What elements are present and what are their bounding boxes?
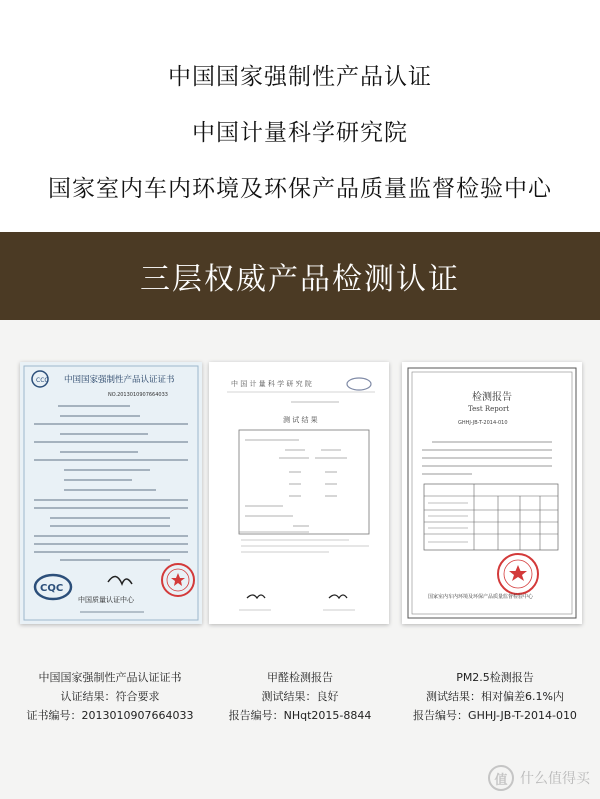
nim-doc-subtitle: 测 试 结 果: [283, 416, 318, 424]
formaldehyde-report-image: [209, 362, 389, 624]
pm25-doc-number: GHHJ-JB-T-2014-010: [458, 420, 508, 426]
pm25-doc-subtitle: Test Report: [468, 405, 510, 413]
nim-logo-icon: [347, 378, 371, 390]
pm25-report-image: [402, 362, 582, 624]
header: [0, 0, 600, 232]
caption-formaldehyde-number: 报告编号：NHqt2015-8844: [228, 709, 372, 722]
pm25-doc-footer: 国家室内车内环境及环保产品质量监督检验中心: [428, 594, 534, 600]
header-line-1: 中国国家强制性产品认证: [168, 64, 432, 90]
ccc-doc-title: 中国国家强制性产品认证证书: [64, 375, 175, 385]
ccc-certificate-graphic: [20, 362, 202, 624]
cqc-logo-text: CQC: [40, 583, 64, 594]
header-line-2: 中国计量科学研究院: [192, 120, 408, 146]
watermark: [488, 765, 590, 791]
caption-formaldehyde: [200, 668, 400, 725]
banner-title: 三层权威产品检测认证: [140, 262, 460, 297]
pm25-report-graphic: [402, 362, 582, 624]
caption-ccc-title: 中国国家强制性产品认证证书: [38, 671, 182, 684]
caption-ccc: [10, 668, 210, 725]
caption-pm25: [395, 668, 595, 725]
smzdm-logo-icon: 值: [488, 765, 514, 791]
nim-doc-title: 中 国 计 量 科 学 研 究 院: [231, 380, 312, 388]
ccc-doc-footer: 中国质量认证中心: [78, 596, 134, 604]
signature-icon: [108, 576, 132, 584]
caption-pm25-title: PM2.5检测报告: [456, 671, 534, 684]
signature-right-icon: [329, 595, 347, 598]
banner: [0, 232, 600, 320]
caption-pm25-number: 报告编号：GHHJ-JB-T-2014-010: [413, 709, 577, 722]
caption-ccc-number: 证书编号：2013010907664033: [26, 709, 194, 722]
ccc-doc-number: NO.2013010907664033: [108, 392, 168, 398]
svg-text:CCC: CCC: [36, 377, 49, 384]
pm25-doc-title: 检测报告: [472, 392, 512, 403]
header-line-3: 国家室内车内环境及环保产品质量监督检验中心: [48, 176, 552, 202]
ccc-certificate-image: [20, 362, 202, 624]
signature-left-icon: [247, 595, 265, 598]
caption-formaldehyde-title: 甲醛检测报告: [267, 671, 333, 684]
caption-pm25-result: 测试结果：相对偏差6.1%内: [426, 690, 564, 703]
caption-ccc-result: 认证结果：符合要求: [60, 690, 160, 703]
formaldehyde-report-graphic: [209, 362, 389, 624]
caption-formaldehyde-result: 测试结果：良好: [261, 690, 339, 703]
watermark-text: 什么值得买: [520, 771, 590, 787]
